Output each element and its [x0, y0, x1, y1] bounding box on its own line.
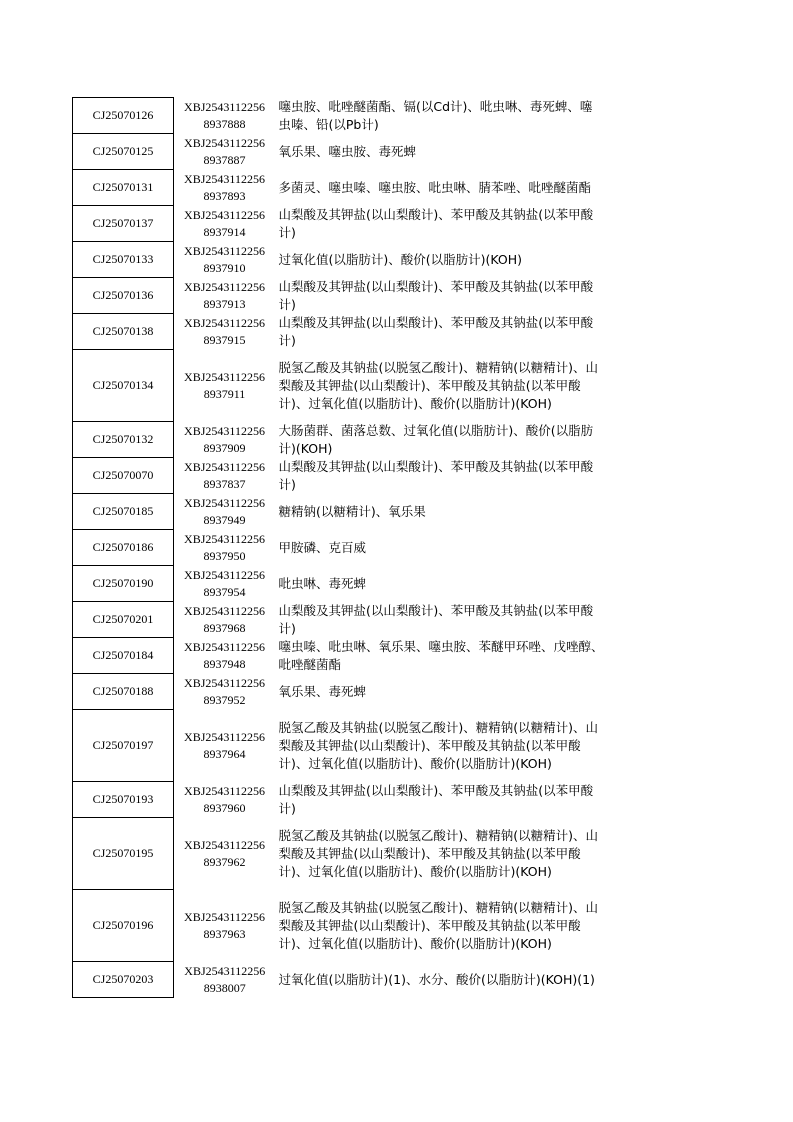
report-code-cell — [174, 962, 276, 998]
report-code-suffix: 8937915 — [203, 332, 246, 347]
report-code-suffix: 8937952 — [203, 692, 246, 707]
report-code-prefix: XBJ2543112256 — [184, 207, 265, 222]
test-items-cell: 山梨酸及其钾盐(以山梨酸计)、苯甲酸及其钠盐(以苯甲酸计) — [278, 206, 594, 240]
test-items-cell: 氧乐果、噻虫胺、毒死蜱 — [278, 143, 417, 159]
report-code-cell — [174, 206, 276, 242]
report-code-cell — [174, 530, 276, 566]
report-code-cell — [174, 782, 276, 818]
test-items-cell: 噻虫胺、吡唑醚菌酯、镉(以Cd计)、吡虫啉、毒死蜱、噻虫嗪、铅(以Pb计) — [278, 98, 593, 132]
report-code-cell — [174, 242, 276, 278]
table-row — [73, 566, 604, 602]
test-items-cell: 山梨酸及其钾盐(以山梨酸计)、苯甲酸及其钠盐(以苯甲酸计) — [278, 314, 594, 348]
table-row — [73, 422, 604, 458]
report-code-cell — [174, 134, 276, 170]
report-code-prefix: XBJ2543112256 — [184, 675, 265, 690]
sample-id-cell: CJ25070188 — [73, 674, 174, 710]
test-items-cell: 脱氢乙酸及其钠盐(以脱氢乙酸计)、糖精钠(以糖精计)、山梨酸及其钾盐(以山梨酸计)、苯甲酸及其钠盐(以苯甲酸计)、过氧化值(以脂肪计)、酸价(以脂肪计)(KOH) — [278, 359, 599, 411]
test-items-cell: 过氧化值(以脂肪计)、酸价(以脂肪计)(KOH) — [278, 251, 523, 267]
report-code-suffix: 8937910 — [203, 260, 246, 275]
report-code-prefix: XBJ2543112256 — [184, 909, 265, 924]
report-code-suffix: 8937837 — [203, 476, 246, 491]
sample-id-cell: CJ25070132 — [73, 422, 174, 458]
report-code-prefix: XBJ2543112256 — [184, 639, 265, 654]
table-body — [73, 98, 604, 998]
test-items-cell: 山梨酸及其钾盐(以山梨酸计)、苯甲酸及其钠盐(以苯甲酸计) — [278, 602, 594, 636]
report-code-cell — [174, 494, 276, 530]
inspection-items-table — [72, 97, 604, 998]
table-row — [73, 674, 604, 710]
report-code-suffix: 8937893 — [203, 188, 246, 203]
report-code-prefix: XBJ2543112256 — [184, 567, 265, 582]
report-code-prefix: XBJ2543112256 — [184, 279, 265, 294]
report-code-suffix: 8937888 — [203, 116, 246, 131]
report-code-cell — [174, 278, 276, 314]
report-code-suffix: 8937909 — [203, 440, 246, 455]
sample-id-cell: CJ25070190 — [73, 566, 174, 602]
report-code-prefix: XBJ2543112256 — [184, 459, 265, 474]
table-row — [73, 98, 604, 134]
report-code-prefix: XBJ2543112256 — [184, 729, 265, 744]
test-items-cell: 氧乐果、毒死蜱 — [278, 683, 367, 699]
table-row — [73, 638, 604, 674]
report-code-prefix: XBJ2543112256 — [184, 837, 265, 852]
sample-id-cell: CJ25070196 — [73, 890, 174, 962]
test-items-cell: 山梨酸及其钾盐(以山梨酸计)、苯甲酸及其钠盐(以苯甲酸计) — [278, 782, 594, 816]
report-code-cell — [174, 638, 276, 674]
report-code-cell — [174, 890, 276, 962]
test-items-cell: 噻虫嗪、吡虫啉、氧乐果、噻虫胺、苯醚甲环唑、戊唑醇、吡唑醚菌酯 — [278, 638, 604, 672]
report-code-suffix: 8937914 — [203, 224, 246, 239]
report-code-prefix: XBJ2543112256 — [184, 135, 265, 150]
test-items-cell: 山梨酸及其钾盐(以山梨酸计)、苯甲酸及其钠盐(以苯甲酸计) — [278, 458, 594, 492]
sample-id-cell: CJ25070195 — [73, 818, 174, 890]
sample-id-cell: CJ25070185 — [73, 494, 174, 530]
sample-id-cell: CJ25070131 — [73, 170, 174, 206]
report-code-cell — [174, 674, 276, 710]
report-code-prefix: XBJ2543112256 — [184, 315, 265, 330]
sample-id-cell: CJ25070201 — [73, 602, 174, 638]
report-code-prefix: XBJ2543112256 — [184, 423, 265, 438]
sample-id-cell: CJ25070125 — [73, 134, 174, 170]
report-code-suffix: 8937960 — [203, 800, 246, 815]
test-items-cell: 山梨酸及其钾盐(以山梨酸计)、苯甲酸及其钠盐(以苯甲酸计) — [278, 278, 594, 312]
report-code-suffix: 8938007 — [203, 980, 246, 995]
report-code-suffix: 8937949 — [203, 512, 246, 527]
report-code-suffix: 8937962 — [203, 854, 246, 869]
report-code-suffix: 8937948 — [203, 656, 246, 671]
sample-id-cell: CJ25070070 — [73, 458, 174, 494]
sample-id-cell: CJ25070136 — [73, 278, 174, 314]
sample-id-cell: CJ25070138 — [73, 314, 174, 350]
test-items-cell: 脱氢乙酸及其钠盐(以脱氢乙酸计)、糖精钠(以糖精计)、山梨酸及其钾盐(以山梨酸计)、苯甲酸及其钠盐(以苯甲酸计)、过氧化值(以脂肪计)、酸价(以脂肪计)(KOH) — [278, 899, 599, 951]
report-code-suffix: 8937913 — [203, 296, 246, 311]
report-code-cell — [174, 566, 276, 602]
table-row — [73, 710, 604, 782]
report-code-suffix: 8937954 — [203, 584, 246, 599]
report-code-cell — [174, 458, 276, 494]
table-row — [73, 962, 604, 998]
test-items-cell: 过氧化值(以脂肪计)(1)、水分、酸价(以脂肪计)(KOH)(1) — [278, 971, 595, 987]
sample-id-cell: CJ25070134 — [73, 350, 174, 422]
report-code-cell — [174, 422, 276, 458]
table-row — [73, 602, 604, 638]
sample-id-cell: CJ25070186 — [73, 530, 174, 566]
sample-id-cell: CJ25070203 — [73, 962, 174, 998]
report-code-prefix: XBJ2543112256 — [184, 603, 265, 618]
report-code-cell — [174, 710, 276, 782]
sample-id-cell: CJ25070184 — [73, 638, 174, 674]
test-items-cell: 大肠菌群、菌落总数、过氧化值(以脂肪计)、酸价(以脂肪计)(KOH) — [278, 422, 594, 456]
sample-id-cell: CJ25070197 — [73, 710, 174, 782]
report-code-cell — [174, 314, 276, 350]
report-code-cell — [174, 818, 276, 890]
report-code-suffix: 8937911 — [203, 386, 246, 401]
test-items-cell: 脱氢乙酸及其钠盐(以脱氢乙酸计)、糖精钠(以糖精计)、山梨酸及其钾盐(以山梨酸计)、苯甲酸及其钠盐(以苯甲酸计)、过氧化值(以脂肪计)、酸价(以脂肪计)(KOH) — [278, 827, 599, 879]
test-items-cell: 多菌灵、噻虫嗪、噻虫胺、吡虫啉、腈苯唑、吡唑醚菌酯 — [278, 179, 592, 195]
table-row — [73, 458, 604, 494]
table-row — [73, 314, 604, 350]
sample-id-cell: CJ25070137 — [73, 206, 174, 242]
report-code-prefix: XBJ2543112256 — [184, 99, 265, 114]
report-code-suffix: 8937887 — [203, 152, 246, 167]
table-row — [73, 278, 604, 314]
table-row — [73, 350, 604, 422]
report-code-suffix: 8937950 — [203, 548, 246, 563]
table-row — [73, 494, 604, 530]
test-items-cell: 糖精钠(以糖精计)、氧乐果 — [278, 503, 426, 519]
table-row — [73, 206, 604, 242]
test-items-cell: 脱氢乙酸及其钠盐(以脱氢乙酸计)、糖精钠(以糖精计)、山梨酸及其钾盐(以山梨酸计)、苯甲酸及其钠盐(以苯甲酸计)、过氧化值(以脂肪计)、酸价(以脂肪计)(KOH) — [278, 719, 599, 771]
table-row — [73, 530, 604, 566]
table-row — [73, 134, 604, 170]
report-code-suffix: 8937968 — [203, 620, 246, 635]
table-row — [73, 818, 604, 890]
table-row — [73, 782, 604, 818]
report-code-prefix: XBJ2543112256 — [184, 243, 265, 258]
report-code-suffix: 8937963 — [203, 926, 246, 941]
sample-id-cell: CJ25070133 — [73, 242, 174, 278]
sample-id-cell: CJ25070126 — [73, 98, 174, 134]
report-code-prefix: XBJ2543112256 — [184, 369, 265, 384]
report-code-prefix: XBJ2543112256 — [184, 531, 265, 546]
report-code-cell — [174, 98, 276, 134]
report-code-prefix: XBJ2543112256 — [184, 963, 266, 978]
report-code-prefix: XBJ2543112256 — [184, 783, 265, 798]
table-row — [73, 242, 604, 278]
report-code-suffix: 8937964 — [203, 746, 246, 761]
report-code-prefix: XBJ2543112256 — [184, 171, 265, 186]
report-code-cell — [174, 350, 276, 422]
table-row — [73, 170, 604, 206]
test-items-cell: 甲胺磷、克百威 — [278, 539, 367, 555]
table-row — [73, 890, 604, 962]
report-code-cell — [174, 602, 276, 638]
test-items-cell: 吡虫啉、毒死蜱 — [278, 575, 367, 591]
sample-id-cell: CJ25070193 — [73, 782, 174, 818]
report-code-cell — [174, 170, 276, 206]
report-code-prefix: XBJ2543112256 — [184, 495, 265, 510]
